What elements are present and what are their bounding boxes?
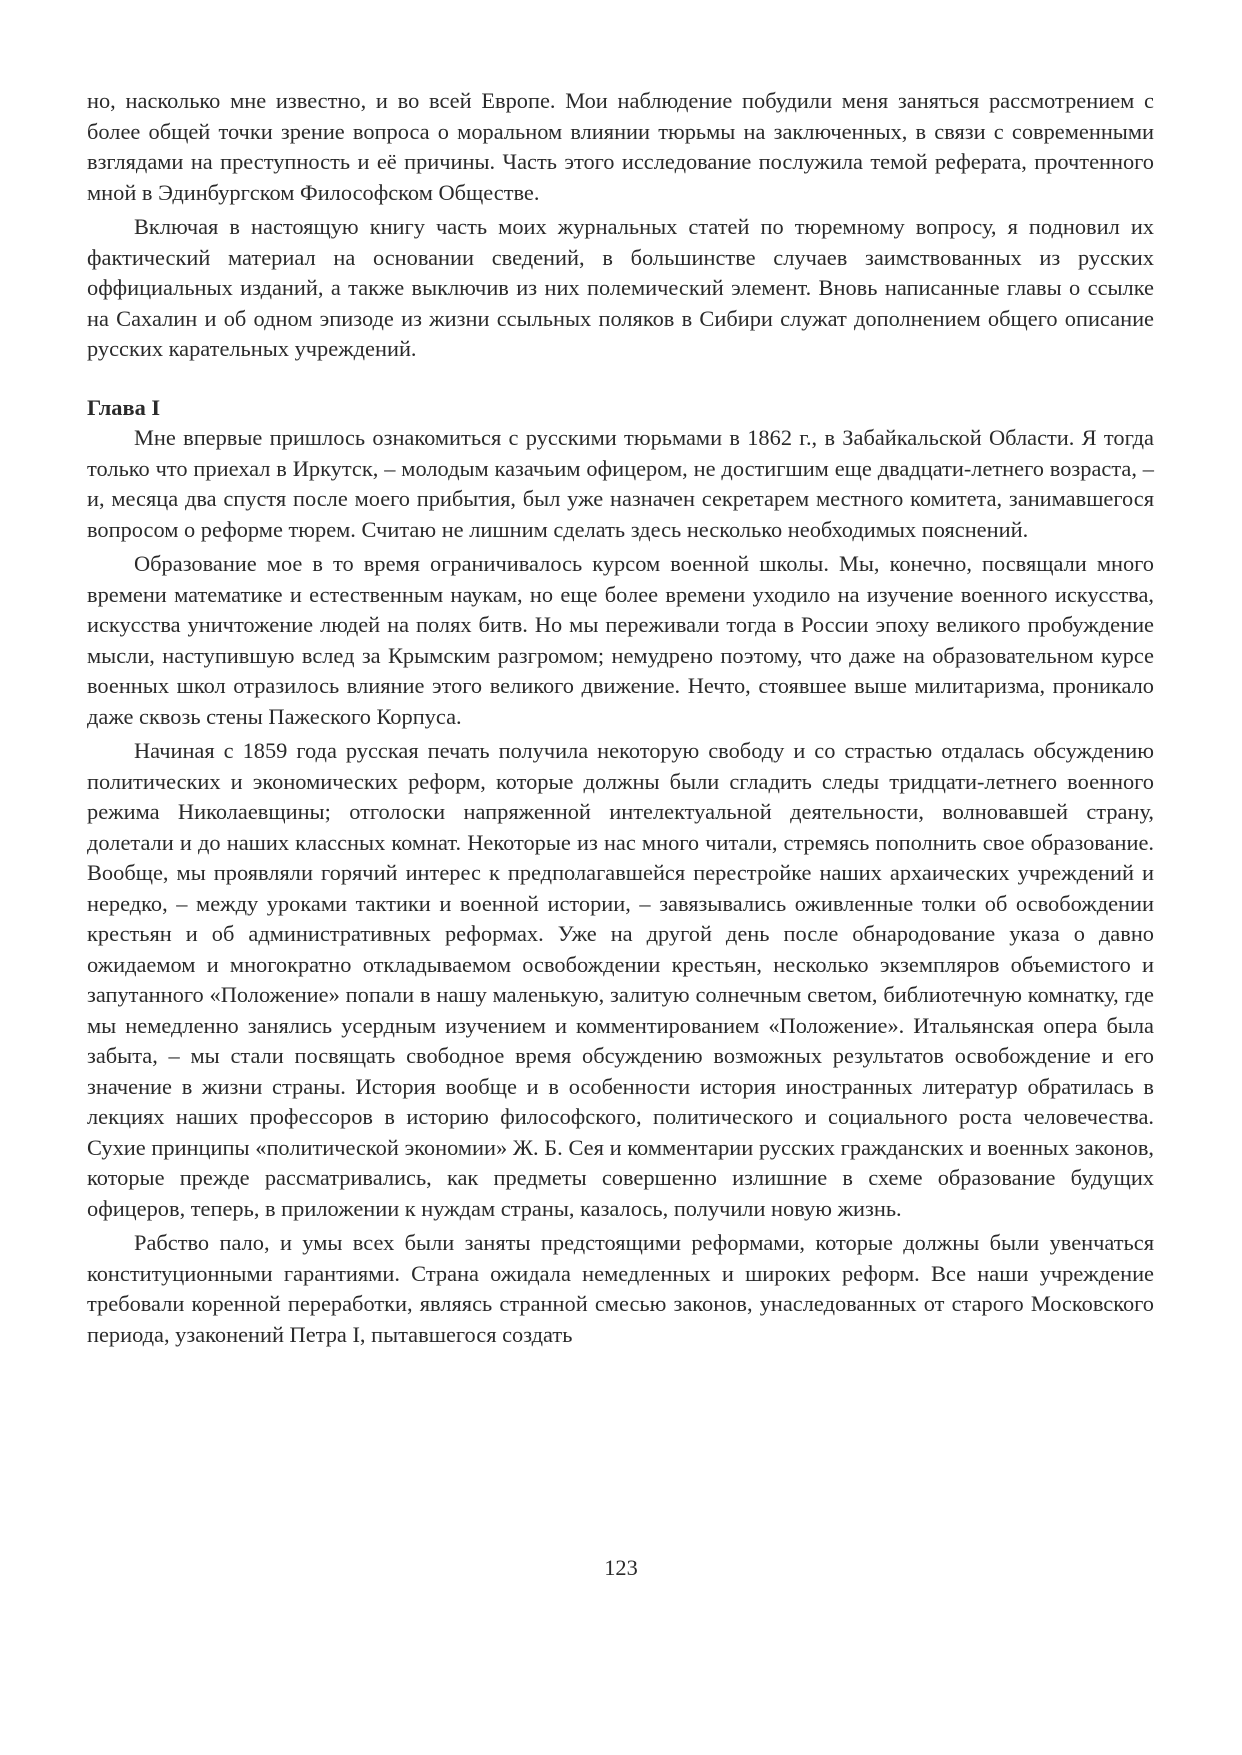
paragraph-continuation: но, насколько мне известно, и во всей Европе. Мои наблюдение побудили меня заняться рассмотрением с более общей точки зрение вопроса о моральном влиянии тюрьмы на заключенных, в связи с современными взглядами на преступность и её причины. Часть этого исследование послужила темой реферата, прочтенного мной в Эдинбургском Философском Обществе.	[87, 88, 1154, 205]
paragraph-education: Образование мое в то время ограничивалось курсом военной школы. Мы, конечно, посвящали много времени математике и естественным наукам, но еще более времени уходило на изучение военного искусства, искусства уничтожение людей на полях битв. Но мы переживали тогда в России эпоху великого пробуждение мысли, наступившую вслед за Крымским разгромом; немудрено поэтому, что даже на образовательном курсе военных школ отразилось влияние этого великого движение. Нечто, стоявшее выше милитаризма, проникало даже сквозь стены Пажеского Корпуса.	[87, 551, 1154, 729]
paragraph-preface-articles: Включая в настоящую книгу часть моих журнальных статей по тюремному вопросу, я подновил их фактический материал на основании сведений, в большинстве случаев заимствованных из русских оффициальных изданий, а также выключив из них полемический элемент. Вновь написанные главы о ссылке на Сахалин и об одном эпизоде из жизни ссыльных поляков в Сибири служат дополнением общего описание русских карательных учреждений.	[87, 214, 1154, 361]
paragraph-press-freedom: Начиная с 1859 года русская печать получила некоторую свободу и со страстью отдалась обсуждению политических и экономических реформ, которые должны были сгладить следы тридцати-летнего военного режима Николаевщины; отголоски напряженной интелектуальной деятельности, волновавшей страну, долетали и до наших классных комнат. Некоторые из нас много читали, стремясь пополнить свое образование. Вообще, мы проявляли горячий интерес к предполагавшейся перестройке наших архаических учреждений и нередко, – между уроками тактики и военной истории, – завязывались оживленные толки об освобождении крестьян и об административных реформах. Уже на другой день после обнародование указа о давно ожидаемом и многократно откладываемом освобождении крестьян, несколько экземпляров объемистого и запутанного «Положение» попали в нашу маленькую, залитую солнечным светом, библиотечную комнатку, где мы немедленно занялись усердным изучением и комментированием «Положение». Итальянская опера была забыта, – мы стали посвящать свободное время обсуждению возможных результатов освобождение и его значение в жизни страны. История вообще и в особенности история иностранных литератур обратилась в лекциях наших профессоров в историю философского, политического и социального роста человечества. Сухие принципы «политической экономии» Ж. Б. Сея и комментарии русских гражданских и военных законов, которые прежде рассматривались, как предметы совершенно излишние в схеме образование будущих офицеров, теперь, в приложении к нуждам страны, казалось, получили новую жизнь.	[87, 738, 1154, 1221]
paragraph-slavery-fell: Рабство пало, и умы всех были заняты предстоящими реформами, которые должны были увенчаться конституционными гарантиями. Страна ожидала немедленных и широких реформ. Все наши учреждение требовали коренной переработки, являясь странной смесью законов, унаследованных от старого Московского периода, узаконений Петра I, пытавшегося создать	[87, 1230, 1154, 1347]
paragraph-first-acquaintance: Мне впервые пришлось ознакомиться с русскими тюрьмами в 1862 г., в Забайкальской Области. Я тогда только что приехал в Иркутск, – молодым казачьим офицером, не достигшим еще двадцати-летнего возраста, – и, месяца два спустя после моего прибытия, был уже назначен секретарем местного комитета, занимавшегося вопросом о реформе тюрем. Считаю не лишним сделать здесь несколько необходимых пояснений.	[87, 425, 1154, 542]
chapter-heading: Глава I	[87, 394, 161, 420]
page-number: 123	[604, 1555, 638, 1580]
page-body	[87, 86, 1154, 1354]
